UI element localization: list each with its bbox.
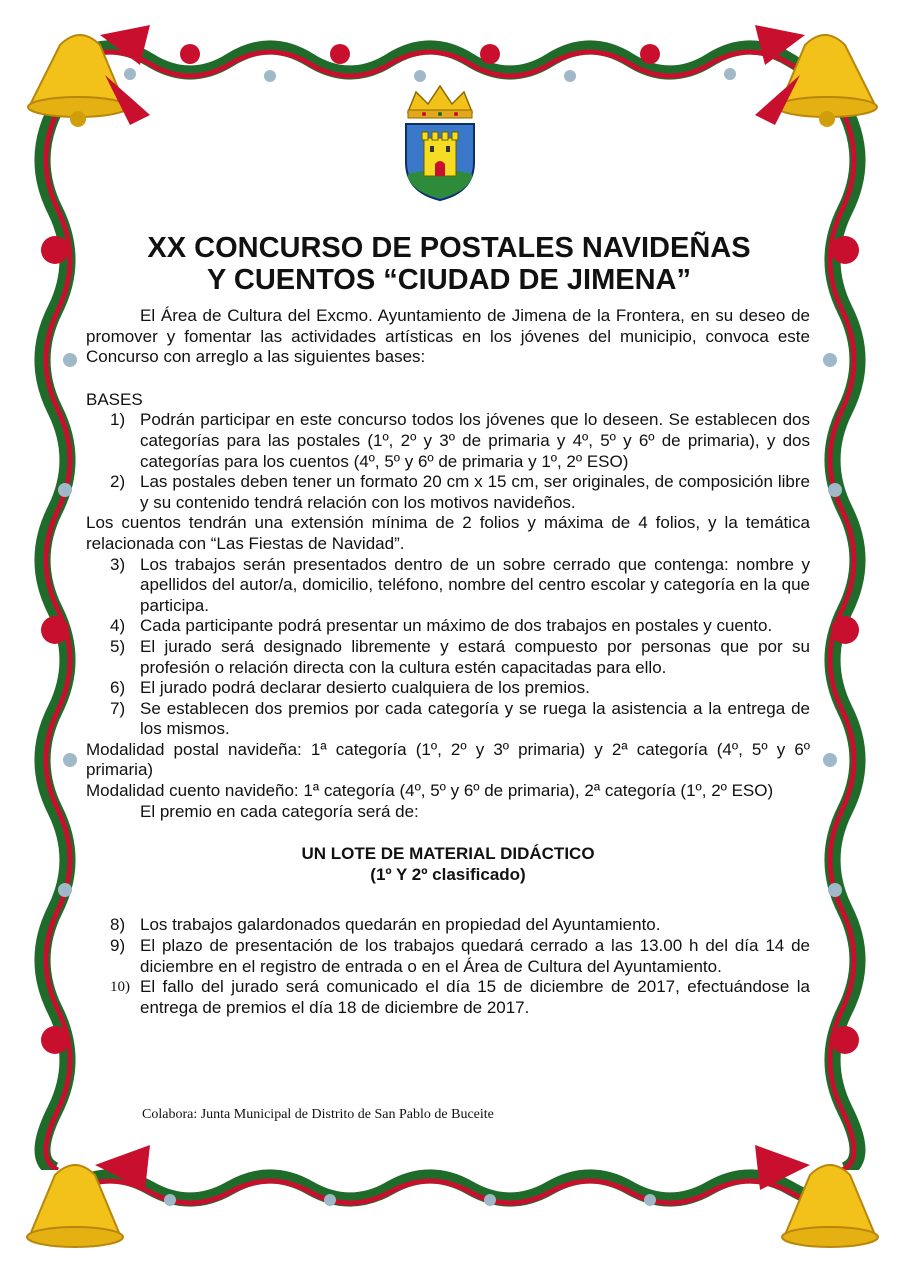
list-item bbox=[86, 699, 810, 740]
rule-text: Los trabajos galardonados quedarán en propiedad del Ayuntamiento. bbox=[140, 915, 661, 935]
bases-heading: BASES bbox=[86, 389, 143, 409]
list-item bbox=[86, 678, 810, 699]
garland-left-decoration bbox=[20, 110, 90, 1170]
rules-list-b bbox=[86, 555, 810, 740]
rule-text: Los trabajos serán presentados dentro de un sobre cerrado que contenga: nombre y apellidos del autor/a, domicilio, teléfono, nombre del centro escolar y categoría en la que participa. bbox=[140, 554, 810, 615]
garland-right-decoration bbox=[810, 110, 880, 1170]
title-line-2: Y CUENTOS “CIUDAD DE JIMENA” bbox=[207, 264, 691, 296]
rule-text: Podrán participar en este concurso todos los jóvenes que lo deseen. Se establecen dos categorías para las postales (1º, 2º y 3º de primaria y 4º, 5º y 6º de primaria), y dos categorías para los cuentos (4º, 5º y 6º de primaria y 1º, 2º ESO) bbox=[140, 410, 810, 471]
list-item bbox=[86, 637, 810, 678]
modalidad-cuento: Modalidad cuento navideño: 1ª categoría (4º, 5º y 6º de primaria), 2ª categoría (1º, 2º ESO) bbox=[86, 781, 774, 801]
rule-number: 10) bbox=[110, 979, 130, 996]
list-item bbox=[86, 555, 810, 617]
collaborator-credit: Colabora: Junta Municipal de Distrito de San Pablo de Buceite bbox=[142, 1107, 494, 1122]
bell-icon bbox=[745, 1115, 895, 1265]
rule-text: Las postales deben tener un formato 20 cm x 15 cm, ser originales, de composición libre y su contenido tendrá relación con los motivos navideños. bbox=[140, 472, 810, 512]
list-item bbox=[86, 977, 810, 1018]
rule-number: 2) bbox=[110, 472, 126, 492]
prize-title bbox=[86, 844, 810, 885]
rule-text: El jurado será designado libremente y estará compuesto por personas que por su profesión o relación directa con la cultura estén capacitadas para ello. bbox=[140, 636, 810, 677]
modalidad-postal: Modalidad postal navideña: 1ª categoría (1º, 2º y 3º primaria) y 2ª categoría (4º, 5º y 6º primaria) bbox=[86, 739, 810, 780]
rule-text: El jurado podrá declarar desierto cualquiera de los premios. bbox=[140, 678, 590, 698]
rule-number: 3) bbox=[110, 554, 126, 574]
prize-line-2: (1º Y 2º clasificado) bbox=[370, 864, 526, 884]
coat-of-arms-icon bbox=[398, 82, 482, 202]
list-item bbox=[86, 915, 810, 936]
bell-icon bbox=[10, 1115, 160, 1265]
rule-number: 7) bbox=[110, 698, 126, 718]
intro-paragraph: El Área de Cultura del Excmo. Ayuntamiento de Jimena de la Frontera, en su deseo de promover y fomentar las actividades artísticas en los jóvenes del municipio, convoca este Concurso con arreglo a las siguientes bases: bbox=[86, 306, 810, 367]
document-body bbox=[86, 306, 810, 1018]
premio-intro: El premio en cada categoría será de: bbox=[140, 801, 419, 821]
list-item bbox=[86, 472, 810, 513]
prize-line-1: UN LOTE DE MATERIAL DIDÁCTICO bbox=[301, 844, 595, 864]
rule-text: Cada participante podrá presentar un máximo de dos trabajos en postales y cuento. bbox=[140, 616, 773, 636]
rule-number: 6) bbox=[110, 678, 126, 698]
title-line-1: XX CONCURSO DE POSTALES NAVIDEÑAS bbox=[147, 232, 751, 264]
rules-list-c bbox=[86, 915, 810, 1018]
rules-list-a bbox=[86, 410, 810, 513]
garland-bottom-decoration bbox=[70, 1160, 830, 1215]
stories-note: Los cuentos tendrán una extensión mínima de 2 folios y máxima de 4 folios, y la temática relacionada con “Las Fiestas de Navidad”. bbox=[86, 513, 810, 553]
rule-number: 5) bbox=[110, 636, 126, 656]
bell-icon bbox=[10, 5, 160, 155]
list-item bbox=[86, 410, 810, 472]
rule-number: 1) bbox=[110, 410, 126, 430]
page-title bbox=[90, 232, 808, 296]
rule-text: El plazo de presentación de los trabajos quedará cerrado a las 13.00 h del día 14 de diciembre en el registro de entrada o en el Área de Cultura del Ayuntamiento. bbox=[140, 936, 810, 976]
rule-text: Se establecen dos premios por cada categoría y se ruega la asistencia a la entrega de los mismos. bbox=[140, 698, 810, 739]
rule-text: El fallo del jurado será comunicado el día 15 de diciembre de 2017, efectuándose la entrega de premios el día 18 de diciembre de 2017. bbox=[140, 977, 810, 1017]
rule-number: 9) bbox=[110, 936, 126, 956]
rule-number: 4) bbox=[110, 616, 126, 636]
garland-top-decoration bbox=[70, 30, 830, 90]
bell-icon bbox=[745, 5, 895, 155]
list-item bbox=[86, 936, 810, 977]
list-item bbox=[86, 616, 810, 637]
rule-number: 8) bbox=[110, 915, 126, 935]
